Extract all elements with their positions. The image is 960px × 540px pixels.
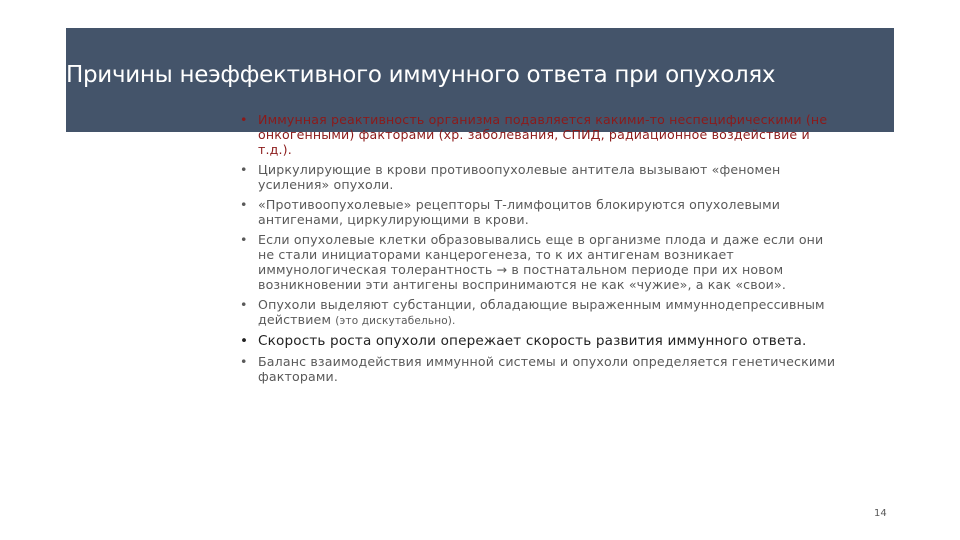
page-number: 14 [874, 508, 887, 519]
bullet-item [240, 197, 840, 227]
bullet-item [240, 232, 840, 292]
bullet-text: Если опухолевые клетки образовывались еще в организме плода и даже если они не стали инициаторами канцерогенеза, то к их антигенам возникает иммунологическая толерантность → в постнатальном периоде при их новом возникновении эти антигены воспринимаются не как «чужие», а как «свои». [258, 232, 824, 292]
bullet-text: Баланс взаимодействия иммунной системы и опухоли определяется генетическими факторами. [258, 354, 836, 384]
bullet-dot: • [240, 197, 248, 212]
bullet-text: Скорость роста опухоли опережает скорость развития иммунного ответа. [258, 333, 807, 349]
bullet-dot: • [240, 232, 248, 247]
bullet-dot: • [240, 297, 248, 312]
bullet-dot: • [240, 162, 248, 177]
bullet-item [240, 297, 840, 329]
bullet-dot: • [240, 354, 248, 369]
bullet-text: «Противоопухолевые» рецепторы Т-лимфоцитов блокируются опухолевыми антигенами, циркулирующими в крови. [258, 197, 781, 227]
bullet-text: Иммунная реактивность организма подавляется какими-то неспецифическими (не онкогенными) факторами (хр. заболевания, СПИД, радиационное воздействие и т.д.). [258, 112, 828, 157]
bullet-item [240, 112, 840, 157]
bullet-item [240, 354, 840, 384]
bullet-text: Опухоли выделяют субстанции, обладающие выраженным иммуннодепрессивным действием [258, 297, 825, 327]
bullet-text: Циркулирующие в крови противоопухолевые антитела вызывают «феномен усиления» опухоли. [258, 162, 781, 192]
bullet-list [240, 112, 840, 389]
bullet-item [240, 334, 840, 349]
bullet-item [240, 162, 840, 192]
bullet-dot: • [240, 112, 248, 127]
bullet-note: (это дискутабельно). [335, 315, 456, 327]
bullet-dot: • [240, 333, 249, 349]
slide-title: Причины неэффективного иммунного ответа при опухолях [66, 62, 776, 88]
